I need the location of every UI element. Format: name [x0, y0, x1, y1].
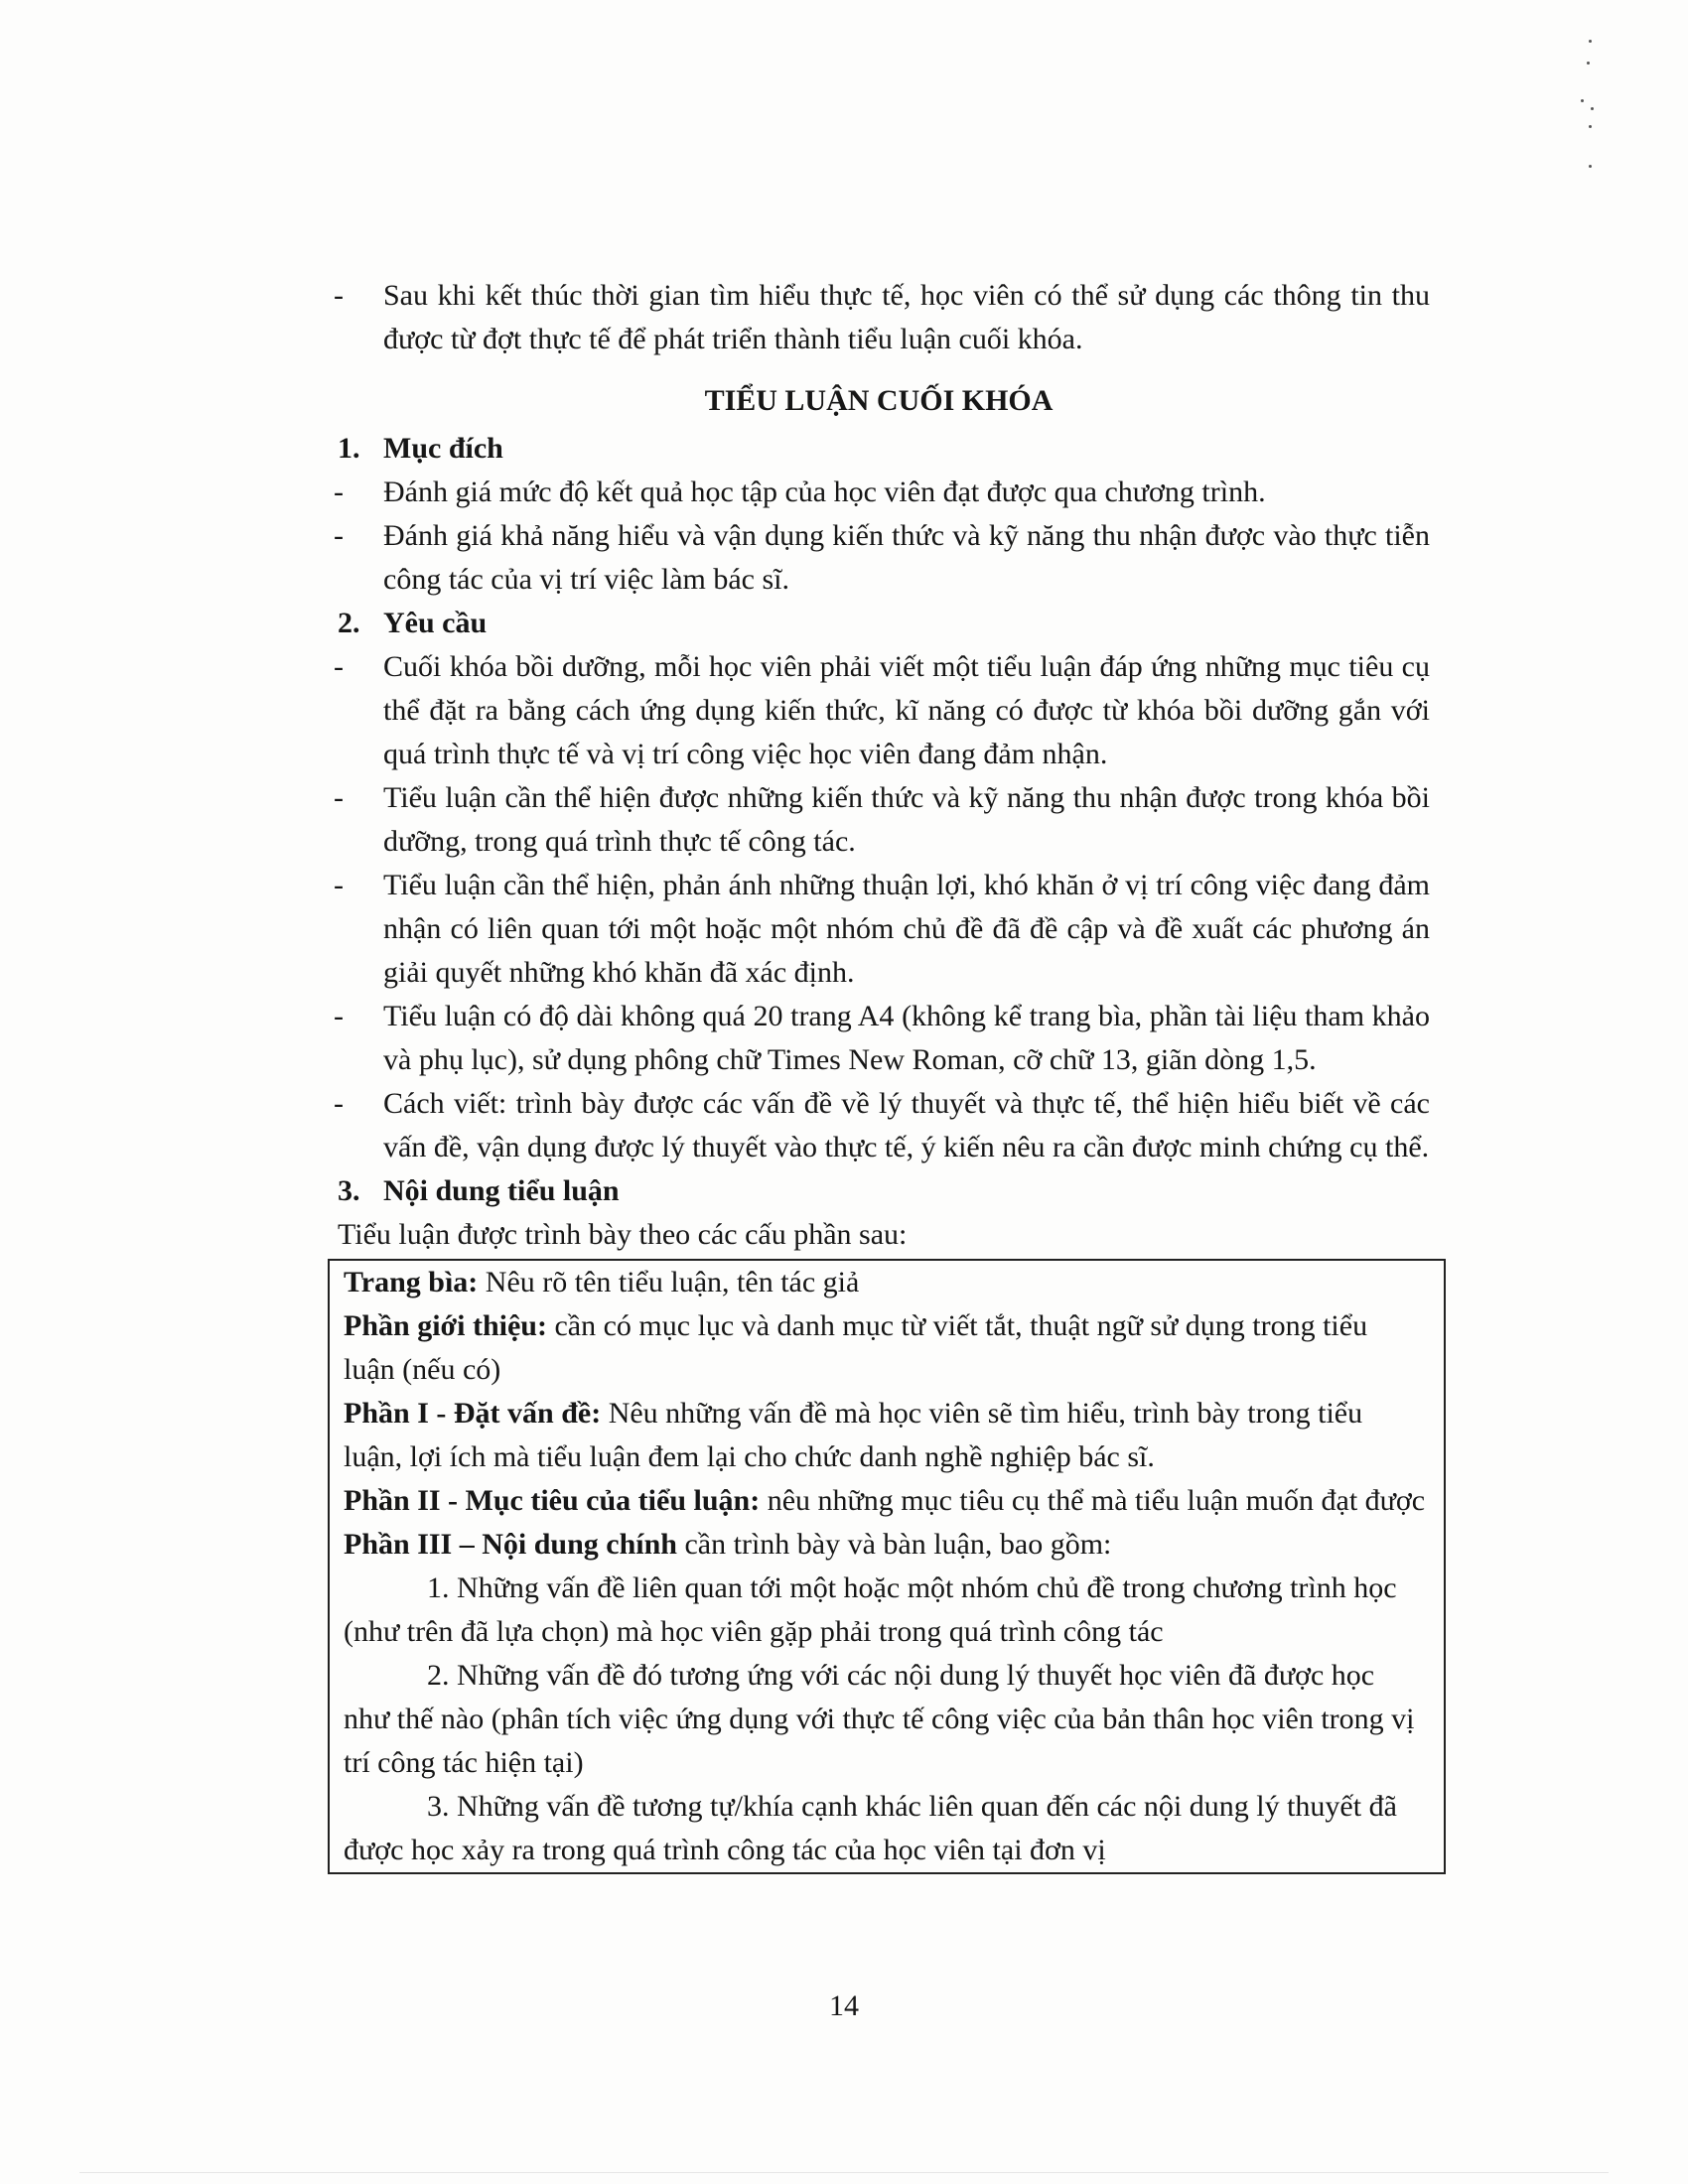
section-heading-content	[328, 1169, 1430, 1213]
box-label: Trang bìa:	[344, 1266, 479, 1298]
scan-speck	[1589, 40, 1592, 43]
box-label: Phần I - Đặt vấn đề:	[344, 1397, 602, 1430]
box-line-cover	[344, 1261, 1444, 1304]
scan-speck	[1581, 99, 1584, 102]
list-item-text: Đánh giá khả năng hiểu và vận dụng kiến thức và kỹ năng thu nhận được vào thực tiễn công tác của vị trí việc làm bác sĩ.	[383, 519, 1430, 596]
page-title: TIỂU LUẬN CUỐI KHÓA	[704, 384, 1054, 417]
list-item	[328, 471, 1430, 514]
list-item	[328, 645, 1430, 776]
box-text: cần có mục lục và danh mục từ viết tắt, thuật ngữ sử dụng trong tiểu luận (nếu có)	[344, 1309, 1368, 1386]
box-text: Nêu những vấn đề mà học viên sẽ tìm hiểu, trình bày trong tiểu luận, lợi ích mà tiểu luận đem lại cho chức danh nghề nghiệp bác sĩ.	[344, 1397, 1363, 1473]
box-text: Nêu rõ tên tiểu luận, tên tác giả	[478, 1266, 860, 1298]
list-item-text: Tiểu luận cần thể hiện, phản ánh những thuận lợi, khó khăn ở vị trí công việc đang đảm nhận có liên quan tới một hoặc một nhóm chủ đề đã đề cập và đề xuất các phương án giải quyết những khó khăn đã xác định.	[383, 869, 1430, 989]
list-item	[328, 514, 1430, 602]
section-heading-text: Mục đích	[383, 432, 503, 465]
box-line-part2	[344, 1479, 1444, 1523]
scan-speck	[1587, 62, 1590, 65]
box-label: Phần III – Nội dung chính	[344, 1528, 677, 1561]
list-item-text: Cuối khóa bồi dưỡng, mỗi học viên phải viết một tiểu luận đáp ứng những mục tiêu cụ thể đặt ra bằng cách ứng dụng kiến thức, kĩ năng có được từ khóa bồi dưỡng gắn với quá trình thực tế và vị trí công việc học viên đang đảm nhận.	[383, 650, 1430, 770]
list-item-text: Tiểu luận có độ dài không quá 20 trang A4 (không kể trang bìa, phần tài liệu tham khảo và phụ lục), sử dụng phông chữ Times New Roman, cỡ chữ 13, giãn dòng 1,5.	[383, 1000, 1430, 1076]
section-heading-requirements	[328, 602, 1430, 645]
section-heading-purpose	[328, 427, 1430, 471]
list-item-text: Đánh giá mức độ kết quả học tập của học viên đạt được qua chương trình.	[383, 476, 1266, 508]
section-heading-text: Yêu cầu	[383, 607, 488, 639]
list-item-text: Cách viết: trình bày được các vấn đề về lý thuyết và thực tế, thể hiện hiểu biết về các vấn đề, vận dụng được lý thuyết vào thực tế, ý kiến nêu ra cần được minh chứng cụ thể.	[383, 1087, 1430, 1163]
scan-speck	[1589, 165, 1592, 168]
section-intro: Tiểu luận được trình bày theo các cấu phần sau:	[338, 1218, 908, 1251]
bullet-dash: -	[334, 279, 344, 312]
box-numbered-item: 2. Những vấn đề đó tương ứng với các nội dung lý thuyết học viên đã được học như thế nào (phân tích việc ứng dụng với thực tế công việc của bản thân học viên trong vị trí công tác hiện tại)	[344, 1659, 1415, 1779]
bullet-dash: -	[334, 650, 344, 683]
box-text: cần trình bày và bàn luận, bao gồm:	[676, 1528, 1112, 1561]
intro-bullet	[328, 274, 1430, 361]
box-text: nêu những mục tiêu cụ thể mà tiểu luận muốn đạt được	[760, 1484, 1426, 1517]
section-number: 1.	[338, 432, 360, 465]
list-item	[328, 1082, 1430, 1169]
section-number: 2.	[338, 607, 360, 639]
list-item	[328, 776, 1430, 864]
box-line-part1	[344, 1392, 1444, 1479]
scan-edge-line	[79, 2172, 1609, 2173]
box-line-introduction	[344, 1304, 1444, 1392]
bullet-dash: -	[334, 869, 344, 901]
intro-bullet-line2: thu được từ đợt thực tế để phát triển thành tiểu luận cuối khóa.	[383, 279, 1431, 355]
box-numbered-item: 1. Những vấn đề liên quan tới một hoặc một nhóm chủ đề trong chương trình học (như trên đã lựa chọn) mà học viên gặp phải trong quá trình công tác	[344, 1571, 1397, 1648]
list-item	[328, 995, 1430, 1082]
scan-speck	[1589, 125, 1592, 128]
box-label: Phần II - Mục tiêu của tiểu luận:	[344, 1484, 761, 1517]
section-number: 3.	[338, 1174, 360, 1207]
bullet-dash: -	[334, 476, 344, 508]
box-label: Phần giới thiệu:	[344, 1309, 547, 1342]
bullet-dash: -	[334, 519, 344, 552]
bullet-dash: -	[334, 781, 344, 814]
list-item-text: Tiểu luận cần thể hiện được những kiến thức và kỹ năng thu nhận được trong khóa bồi dưỡng, trong quá trình thực tế công tác.	[383, 781, 1430, 858]
section-heading-text: Nội dung tiểu luận	[383, 1174, 620, 1207]
intro-bullet-line1: Sau khi kết thúc thời gian tìm hiểu thực tế, học viên có thể sử dụng các thông tin	[383, 279, 1383, 312]
box-numbered-item: 3. Những vấn đề tương tự/khía cạnh khác liên quan đến các nội dung lý thuyết đã được học xảy ra trong quá trình công tác của học viên tại đơn vị	[344, 1790, 1397, 1866]
box-line-part3	[344, 1523, 1444, 1567]
bullet-dash: -	[334, 1087, 344, 1120]
page-number: 14	[829, 1989, 859, 2022]
scan-speck	[1591, 107, 1594, 110]
structure-box	[328, 1259, 1446, 1874]
page-content	[328, 274, 1430, 1874]
bullet-dash: -	[334, 1000, 344, 1032]
list-item	[328, 864, 1430, 995]
